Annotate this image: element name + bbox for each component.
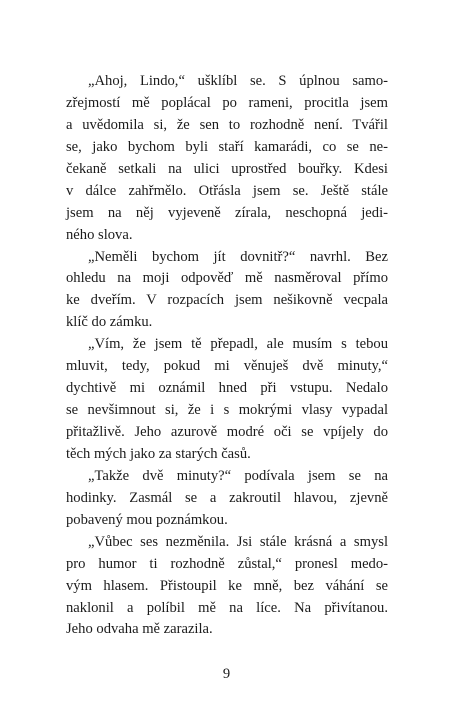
text-line: jsem na něj vyjeveně zírala, neschopná jedi-: [66, 204, 388, 221]
body-text: [66, 71, 388, 641]
text-line: naklonil a políbil mě na líce. Na přivítanou.: [66, 599, 388, 616]
text-line: v dálce zahřmělo. Otřásla jsem se. Ještě stále: [66, 182, 388, 199]
text-line: hodinky. Zasmál se a zakroutil hlavou, zjevně: [66, 489, 388, 506]
text-line: pro humor ti rozhodně zůstal,“ pronesl medo-: [66, 555, 388, 572]
paragraph-1: [66, 71, 388, 247]
text-line: pobavený mou poznámkou.: [66, 511, 228, 528]
text-line: „Takže dvě minuty?“ podívala jsem se na: [88, 467, 388, 484]
paragraph-5: [66, 532, 388, 642]
text-line: ohledu na moji odpověď mě nasměroval přímo: [66, 270, 388, 287]
text-line: a uvědomila si, že sen to rozhodně není. Tvářil: [66, 116, 388, 133]
page-number: 9: [222, 666, 231, 682]
paragraph-2: [66, 247, 388, 335]
text-line: čekaně setkali na ulici uprostřed bouřky. Kdesi: [66, 160, 388, 177]
text-line: mluvit, tedy, pokud mi věnuješ dvě minuty,“: [66, 358, 388, 375]
text-line: přitažlivě. Jeho azurově modré oči se vpíjely do: [66, 424, 388, 440]
text-line: „Vůbec ses nezměnila. Jsi stále krásná a smysl: [88, 533, 388, 550]
paragraph-3: [66, 334, 388, 466]
text-line: klíč do zámku.: [66, 314, 153, 331]
text-line: „Vím, že jsem tě přepadl, ale musím s tebou: [88, 336, 388, 353]
text-line: se nevšimnout si, že i s mokrými vlasy vypadal: [66, 402, 388, 419]
text-line: dychtivě mi oznámil hned při vstupu. Nedalo: [66, 380, 388, 397]
text-line: ke dveřím. V rozpacích jsem nešikovně vecpala: [66, 292, 388, 309]
text-line: těch mých jako za starých časů.: [66, 445, 251, 462]
text-line: Jeho odvaha mě zarazila.: [66, 621, 213, 638]
text-line: vým hlasem. Přistoupil ke mně, bez váhání se: [66, 577, 388, 594]
text-line: zřejmostí mě poplácal po rameni, procitla jsem: [66, 94, 388, 111]
text-line: ného slova.: [66, 226, 133, 243]
text-line: „Neměli bychom jít dovnitř?“ navrhl. Bez: [88, 248, 388, 265]
text-line: se, jako bychom byli staří kamarádi, co se ne-: [66, 138, 388, 155]
paragraph-4: [66, 466, 388, 532]
text-line: „Ahoj, Lindo,“ ušklíbl se. S úplnou samo-: [88, 73, 388, 89]
